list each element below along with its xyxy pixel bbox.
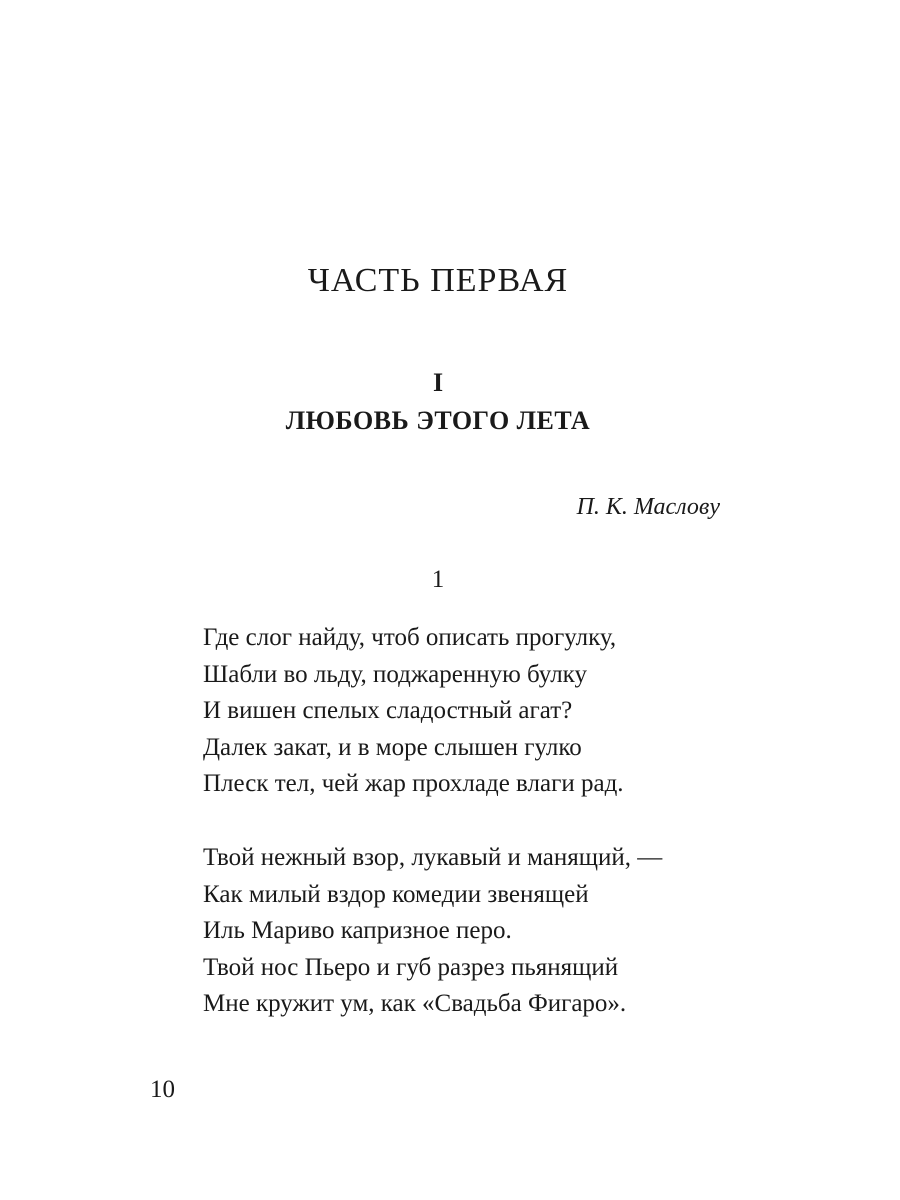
page-number: 10 [150, 1076, 175, 1103]
poem-line: Плеск тел, чей жар прохладе влаги рад. [203, 770, 624, 797]
chapter-number: I [432, 368, 444, 397]
poem-line: Шабли во льду, поджаренную булку [203, 660, 587, 688]
poem-line: Иль Мариво капризное перо. [203, 917, 512, 944]
poem-line: И вишен спелых сладостный агат? [203, 697, 573, 724]
poem-line: Твой нежный взор, лукавый и манящий, — [203, 844, 663, 871]
poem-line: Мне кружит ум, как «Свадьба Фигаро». [203, 990, 627, 1017]
poem-line: Как милый вздор комедии звенящей [203, 880, 589, 908]
part-title: ЧАСТЬ ПЕРВАЯ [307, 262, 569, 299]
chapter-title: ЛЮБОВЬ ЭТОГО ЛЕТА [285, 406, 591, 435]
poem-number: 1 [431, 566, 445, 593]
stanza-1 [203, 620, 624, 803]
stanza-2 [203, 840, 662, 1023]
poem-line: Далек закат, и в море слышен гулко [203, 733, 582, 761]
poem-line: Где слог найду, чтоб описать прогулку, [203, 624, 617, 651]
dedication: П. К. Маслову [576, 494, 720, 520]
poem-line: Твой нос Пьеро и губ разрез пьянящий [203, 953, 619, 981]
